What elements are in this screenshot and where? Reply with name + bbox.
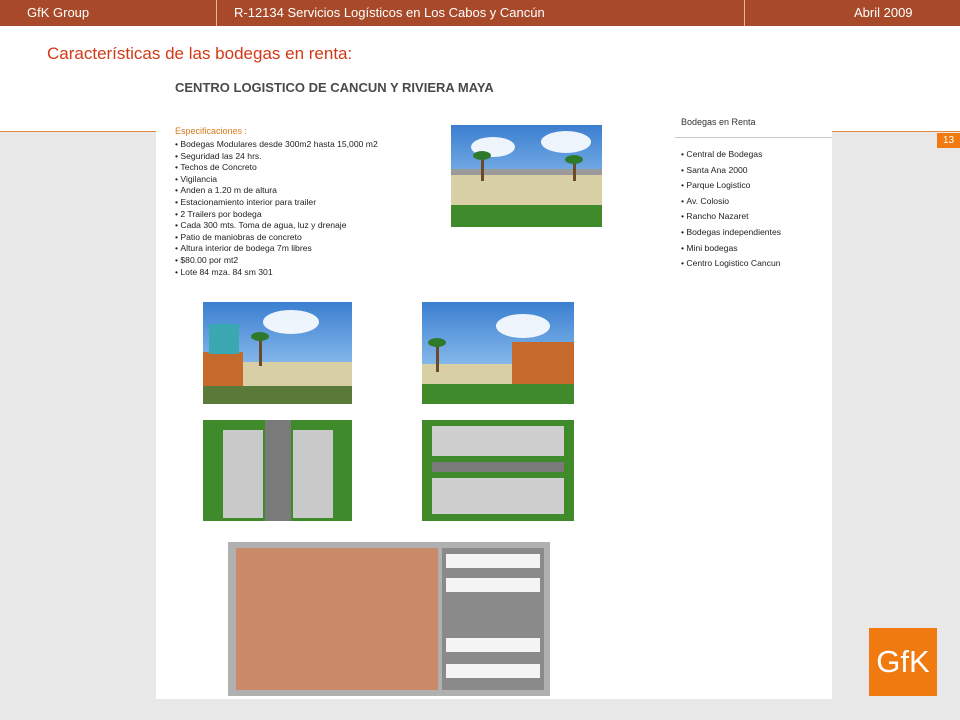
spec-item: • Seguridad las 24 hrs. [175, 151, 378, 163]
sidebar-item: • Bodegas independientes [681, 225, 781, 241]
sidebar-item: • Santa Ana 2000 [681, 163, 781, 179]
spec-item: • $80.00 por mt2 [175, 255, 378, 267]
sidebar-item: • Parque Logistico [681, 178, 781, 194]
spec-item: • Vigilancia [175, 174, 378, 186]
spec-item: • Techos de Concreto [175, 162, 378, 174]
sidebar-item: • Rancho Nazaret [681, 209, 781, 225]
warehouse-aerial-view [203, 420, 352, 521]
sidebar-item: • Av. Colosio [681, 194, 781, 210]
sidebar-item: • Central de Bodegas [681, 147, 781, 163]
page-number: 13 [937, 133, 960, 148]
warehouse-rendering-side [422, 302, 574, 404]
sidebar-title: Bodegas en Renta [681, 117, 756, 127]
warehouse-aerial-view-diagonal [422, 420, 574, 521]
spec-item: • Bodegas Modulares desde 300m2 hasta 15,000 m2 [175, 139, 378, 151]
specs-title: Especificaciones : [175, 126, 248, 136]
spec-item: • Lote 84 mza. 84 sm 301 [175, 267, 378, 279]
header-divider [744, 0, 745, 26]
sidebar-list [681, 147, 781, 272]
company-name: GfK Group [27, 5, 90, 20]
project-title: R-12134 Servicios Logísticos en Los Cabos y Cancún [234, 5, 545, 20]
sidebar-divider [675, 137, 832, 138]
sidebar-item: • Centro Logistico Cancun [681, 256, 781, 272]
document-heading: CENTRO LOGISTICO DE CANCUN Y RIVIERA MAYA [175, 80, 494, 95]
slide-title: Características de las bodegas en renta: [47, 44, 353, 63]
header-date: Abril 2009 [854, 5, 913, 20]
specs-list [175, 139, 378, 278]
spec-item: • 2 Trailers por bodega [175, 209, 378, 221]
floor-plan-drawing [228, 542, 550, 696]
gfk-logo: GfK [869, 628, 937, 696]
header-divider [216, 0, 217, 26]
spec-item: • Anden a 1.20 m de altura [175, 185, 378, 197]
spec-item: • Cada 300 mts. Toma de agua, luz y drenaje [175, 220, 378, 232]
spec-item: • Patio de maniobras de concreto [175, 232, 378, 244]
warehouse-rendering-corner [203, 302, 352, 404]
header-bar [0, 0, 960, 26]
spec-item: • Estacionamiento interior para trailer [175, 197, 378, 209]
warehouse-rendering-front [451, 125, 602, 227]
sidebar-item: • Mini bodegas [681, 241, 781, 257]
spec-item: • Altura interior de bodega 7m libres [175, 243, 378, 255]
